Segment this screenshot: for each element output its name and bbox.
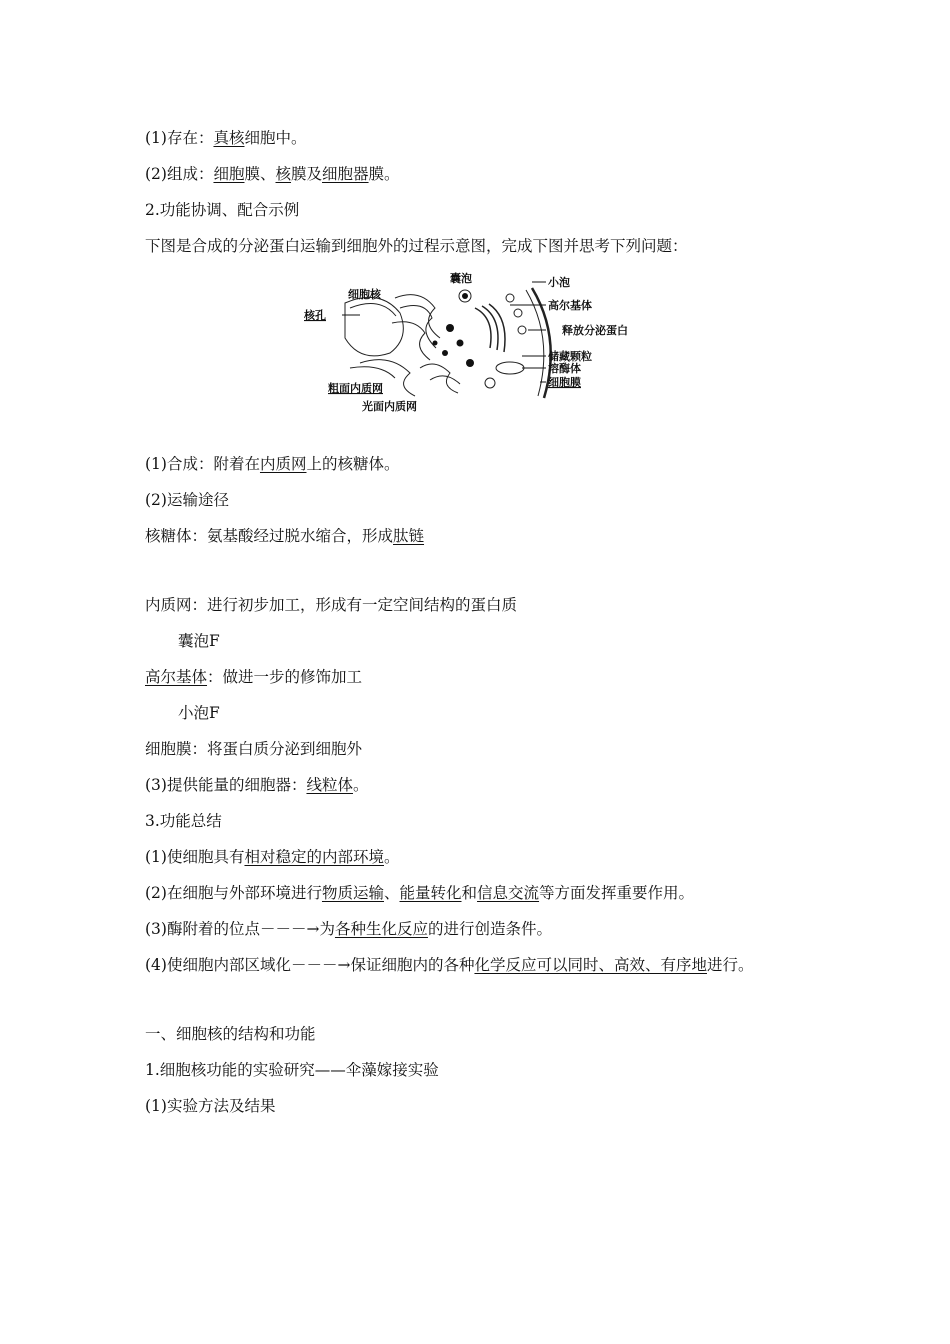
part1-sub1: 1.细胞核功能的实验研究——伞藻嫁接实验: [145, 1061, 439, 1079]
answer-underline: 各种生化反应: [334, 920, 428, 938]
text: 上的核糖体。: [306, 455, 400, 473]
text: (2)组成：: [145, 165, 214, 183]
answer-underline: 细胞: [213, 165, 245, 183]
part1-heading: 一、细胞核的结构和功能: [145, 1025, 316, 1043]
label-lysosome: 溶酶体: [548, 362, 581, 375]
text: 、: [383, 884, 400, 902]
label-cell-membrane: 细胞膜: [548, 376, 581, 389]
answer-underline: 物质运输: [321, 884, 384, 902]
label-small-vesicle: 小泡: [548, 276, 570, 289]
summary-1: [145, 847, 400, 867]
answer-underline: 线粒体: [306, 776, 353, 794]
text: 等方面发挥重要作用。: [539, 884, 695, 902]
answer-underline: 相对稳定的内部环境: [244, 848, 384, 866]
figure-intro: 下图是合成的分泌蛋白运输到细胞外的过程示意图，完成下图并思考下列问题：: [145, 237, 688, 255]
text: 进行。: [706, 956, 754, 974]
transport-heading: (2)运输途径: [145, 491, 229, 509]
secretory-protein-figure: [300, 268, 650, 418]
text: 膜、: [244, 165, 276, 183]
summary-2: [145, 883, 694, 903]
arrow-vesicle: 囊泡F: [178, 632, 220, 650]
answer-underline: 肽链: [393, 527, 425, 545]
text: (3)提供能量的细胞器：: [145, 776, 307, 794]
text: (4)使细胞内部区域化－－－→保证细胞内的各种: [145, 956, 475, 974]
part1-sub2: (1)实验方法及结果: [145, 1097, 276, 1115]
summary-4: [145, 955, 753, 975]
answer-underline: 核: [275, 165, 292, 183]
ribosome-line: [145, 526, 424, 546]
synthesis-line: [145, 454, 400, 474]
arrow-small-vesicle: 小泡F: [178, 704, 220, 722]
label-nuclear-pore: 核孔: [304, 309, 326, 322]
answer-underline: 真核: [213, 129, 245, 147]
text: (1)使细胞具有: [145, 848, 245, 866]
golgi-line: [145, 667, 362, 687]
answer-underline: 能量转化: [399, 884, 462, 902]
text: (3)酶附着的位点－－－→为: [145, 920, 335, 938]
text: 膜。: [368, 165, 400, 183]
answer-underline: 化学反应可以同时、高效、有序地: [474, 956, 707, 974]
label-release-protein: 释放分泌蛋白: [562, 324, 628, 337]
label-nucleus: 细胞核: [348, 288, 381, 301]
text: (1)存在：: [145, 129, 214, 147]
membrane-line: 细胞膜：将蛋白质分泌到细胞外: [145, 740, 363, 758]
text: 和: [461, 884, 478, 902]
answer-underline: 细胞器: [322, 165, 369, 183]
text: 。: [352, 776, 369, 794]
section2-heading: 2.功能协调、配合示例: [145, 201, 300, 219]
energy-line: [145, 775, 369, 795]
answer-underline: 信息交流: [477, 884, 540, 902]
text: (1)合成：附着在: [145, 455, 260, 473]
text: ：做进一步的修饰加工: [207, 668, 363, 686]
section3-heading: 3.功能总结: [145, 812, 222, 830]
answer-underline: 高尔基体: [145, 668, 208, 686]
text: 膜及: [291, 165, 323, 183]
label-vesicle: 囊泡: [450, 272, 472, 285]
text: 细胞中。: [244, 129, 307, 147]
exist-line: [145, 128, 307, 148]
label-rough-er: 粗面内质网: [328, 382, 383, 395]
summary-3: [145, 919, 552, 939]
text: (2)在细胞与外部环境进行: [145, 884, 322, 902]
compose-line: [145, 164, 400, 184]
label-storage-granule: 储藏颗粒: [548, 350, 592, 363]
answer-underline: 内质网: [259, 455, 307, 473]
text: 核糖体：氨基酸经过脱水缩合，形成: [145, 527, 394, 545]
label-golgi: 高尔基体: [548, 299, 592, 312]
er-line: 内质网：进行初步加工，形成有一定空间结构的蛋白质: [145, 596, 518, 614]
text: 的进行创造条件。: [427, 920, 552, 938]
label-smooth-er: 光面内质网: [362, 400, 417, 413]
text: 。: [383, 848, 400, 866]
